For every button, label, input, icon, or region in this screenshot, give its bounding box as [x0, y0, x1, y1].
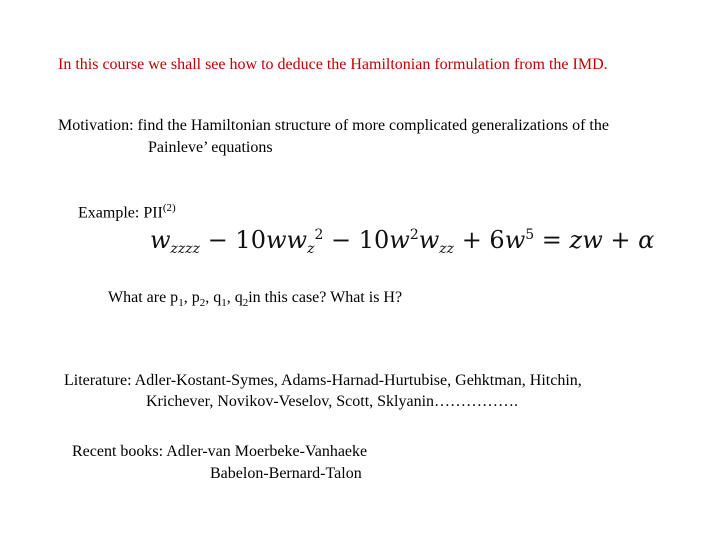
intro-text: In this course we shall see how to deduce the Hamiltonian formulation from the IMD. [58, 56, 608, 73]
subscript-p1: 1 [178, 297, 184, 310]
books-line-2: Babelon-Bernard-Talon [210, 465, 362, 482]
question-suffix: in this case? What is H? [248, 289, 403, 306]
question-mid-2: , q [205, 289, 222, 306]
example-superscript: (2) [162, 202, 176, 214]
subscript-q2: 2 [242, 297, 249, 310]
question-prefix: What are p [108, 289, 179, 306]
example-equation [150, 222, 655, 258]
literature-line-2: Krichever, Novikov-Veselov, Scott, Sklyanin……………. [146, 393, 519, 410]
motivation-line-1: Motivation: find the Hamiltonian structure of more complicated generalizations of the [58, 117, 609, 134]
subscript-q1: 1 [221, 297, 227, 310]
example-label-text: Example: PII [78, 204, 163, 222]
question-text [108, 288, 402, 313]
equation-text: $w_{zzzz} - 10ww_z^2 - 10w^2w_{zz} + 6w^5$ = zw + α [150, 226, 655, 257]
motivation-line-2: Painleve’ equations [148, 139, 273, 156]
question-mid-1: , p [183, 289, 200, 306]
subscript-p2: 2 [199, 297, 206, 310]
literature-line-1: Literature: Adler-Kostant-Symes, Adams-Harnad-Hurtubise, Gehktman, Hitchin, [64, 372, 582, 389]
example-label [78, 198, 176, 223]
books-line-1: Recent books: Adler-van Moerbeke-Vanhaeke [72, 443, 368, 460]
question-mid-3: , q [226, 289, 243, 306]
